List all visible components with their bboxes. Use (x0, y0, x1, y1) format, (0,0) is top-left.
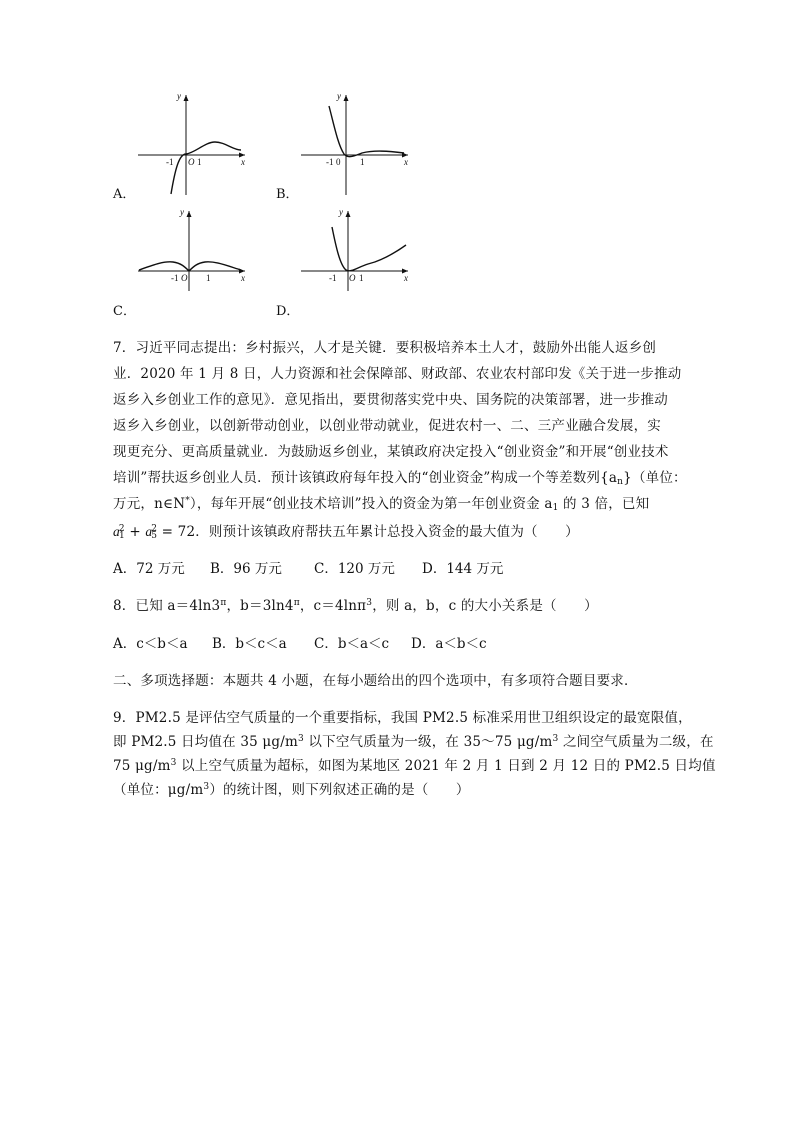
y-axis-arrow (346, 211, 351, 217)
q7-choices (113, 557, 503, 577)
q8-stem: 8．已知 $a=4\ln 3^\pi$，$b=3\ln 4^\pi$，c＝4lnπ$^3$，则 a，b，c 的大小关系是（ ） (113, 598, 598, 614)
y-axis-arrow (184, 95, 189, 101)
q8-choice-d: D．a＜b＜c (411, 636, 487, 652)
q9-line-3: 75 $\mu g/m^3$ 以上空气质量为超标，如图为某地区 2021 年 2 月 1 日到 2 月 12 日的 PM2.5 日均值 (113, 758, 716, 774)
option-a-label: A． (113, 187, 136, 202)
x-label: x (404, 273, 408, 283)
tick-1: 1 (206, 273, 211, 283)
q9-line-4: （单位：$\mu g/m^3$）的统计图，则下列叙述正确的是（ ） (113, 782, 470, 798)
graph-d-plot (296, 207, 416, 297)
q8-choice-a: A．c＜b＜a (113, 636, 188, 652)
q7-choice-a: A．72 万元 (113, 561, 185, 577)
tick-neg1: -1 (171, 273, 179, 283)
q9-line-2: 即 PM2.5 日均值在 35 $\mu g/m^3$ 以下空气质量为一级，在 35～75 $\mu g/m^3$ 之间空气质量为二级，在 (113, 734, 714, 750)
curve (139, 262, 241, 271)
q8-choice-b: B．b＜c＜a (212, 636, 287, 652)
graph-a (133, 90, 253, 200)
y-label: y (339, 207, 343, 217)
x-label: x (241, 157, 245, 167)
origin-label: O (349, 273, 356, 283)
q7-line-4: 返乡入乡创业，以创新带动创业，以创业带动就业，促进农村一、二、三产业融合发展，实 (113, 418, 661, 434)
y-axis-arrow (187, 211, 192, 217)
tick-neg1: -1 (326, 157, 334, 167)
q7-choice-b: B．96 万元 (210, 561, 282, 577)
graph-c (133, 207, 253, 297)
curve (171, 142, 241, 194)
q7-line-3: 返乡入乡创业工作的意见》．意见指出，要贯彻落实党中央、国务院的决策部署，进一步推动 (113, 392, 668, 408)
tick-1: 1 (360, 157, 365, 167)
graph-b-plot (296, 90, 416, 200)
y-axis-arrow (344, 95, 349, 101)
q8-choices (113, 632, 487, 652)
q7-line-5: 现更充分、更高质量就业．为鼓励返乡创业，某镇政府决定投入“创业资金”和开展“创业技术 (113, 444, 669, 460)
q9-line-1: 9．PM2.5 是评估空气质量的一个重要指标，我国 PM2.5 标准采用世卫组织设定的最宽限值， (113, 710, 692, 726)
q7-choice-d: D．144 万元 (422, 561, 504, 577)
origin-label: O (188, 157, 195, 167)
tick-1: 1 (359, 273, 364, 283)
q7-line-2: 业．2020 年 1 月 8 日，人力资源和社会保障部、财政部、农业农村部印发《关于进一步推动 (113, 366, 682, 382)
option-c-label: C． (113, 304, 136, 319)
q7-line-6: 培训”帮扶返乡创业人员．预计该镇政府每年投入的“创业资金”构成一个等差数列$\{a_n\}$（单位： (113, 470, 687, 487)
origin-label: O (181, 273, 188, 283)
option-d-label: D． (276, 304, 300, 319)
option-b-label: B． (276, 187, 299, 202)
tick-neg1: -1 (166, 157, 174, 167)
graph-c-plot (133, 207, 253, 297)
section-2-heading: 二、多项选择题：本题共 4 小题，在每小题给出的四个选项中，有多项符合题目要求． (113, 673, 638, 689)
graph-d (296, 207, 416, 297)
curve (332, 227, 406, 271)
q7-line-8: $a_1^2 + a_5^2 = 72$．则预计该镇政府帮扶五年累计总投入资金的最大值为（ ） (113, 524, 579, 541)
q8-choice-c: C．b＜a＜c (314, 636, 390, 652)
q7-choice-c: C．120 万元 (314, 561, 395, 577)
tick-0: 0 (336, 157, 341, 167)
x-label: x (404, 157, 408, 167)
y-label: y (337, 91, 341, 101)
y-label: y (180, 207, 184, 217)
graph-b (296, 90, 416, 200)
x-label: x (241, 273, 245, 283)
q7-line-7: 万元，n∈N*），每年开展“创业技术培训”投入的资金为第一年创业资金 $a_1$ 的 3 倍，已知 (113, 496, 650, 513)
graph-a-plot (133, 90, 253, 200)
curve (329, 106, 404, 157)
tick-neg1: -1 (329, 273, 337, 283)
tick-1: 1 (197, 157, 202, 167)
q7-line-1: 7．习近平同志提出：乡村振兴，人才是关键．要积极培养本土人才，鼓励外出能人返乡创 (113, 340, 657, 356)
y-label: y (177, 91, 181, 101)
